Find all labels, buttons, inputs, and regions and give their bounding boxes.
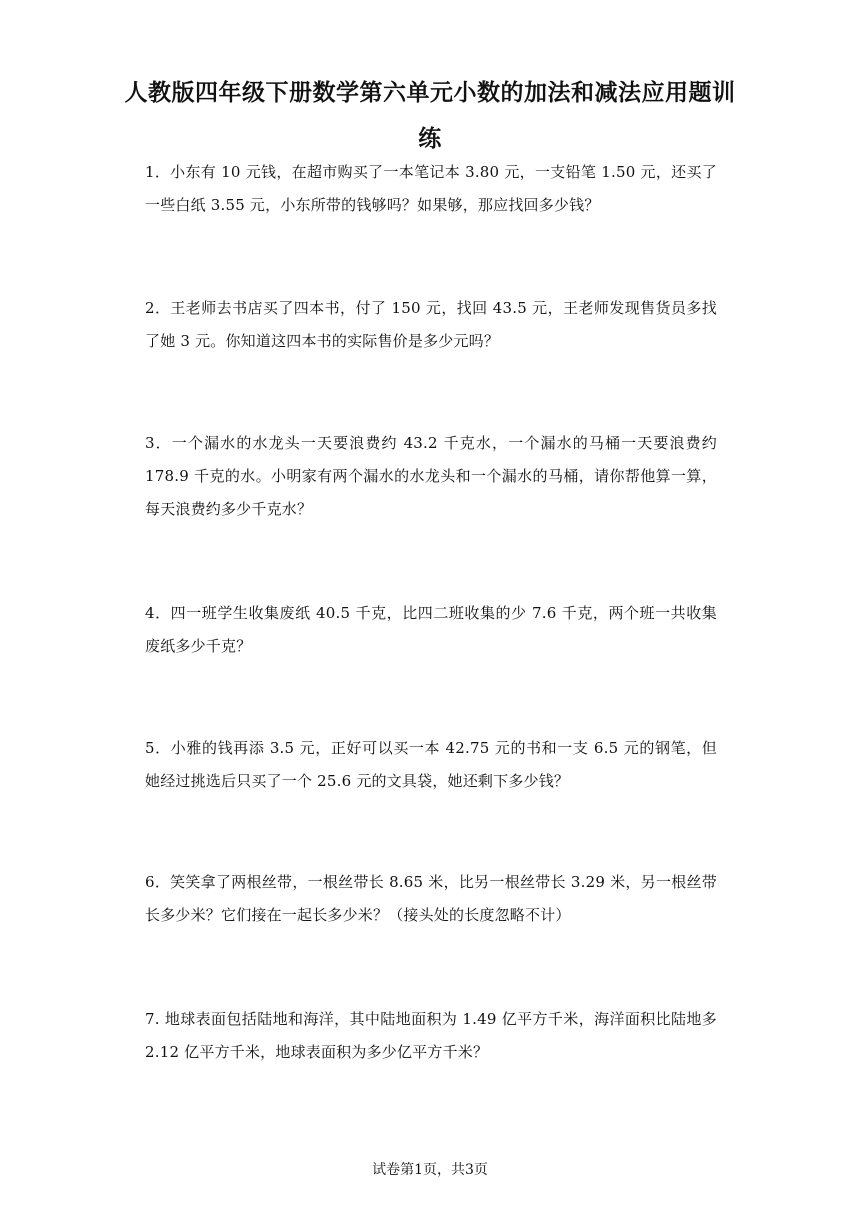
- question-2: 2．王老师去书店买了四本书，付了 150 元，找回 43.5 元，王老师发现售货员多找了她 3 元。你知道这四本书的实际售价是多少元吗？: [145, 299, 717, 350]
- document-title: 人教版四年级下册数学第六单元小数的加法和减法应用题训练: [124, 80, 736, 152]
- question-4: 4．四一班学生收集废纸 40.5 千克，比四二班收集的少 7.6 千克，两个班一共收集废纸多少千克？: [145, 604, 717, 655]
- question-7: 7. 地球表面包括陆地和海洋，其中陆地面积为 1.49 亿平方千米，海洋面积比陆地多 2.12 亿平方千米，地球表面积为多少亿平方千米？: [145, 1010, 717, 1061]
- question-6: 6．笑笑拿了两根丝带，一根丝带长 8.65 米，比另一根丝带长 3.29 米，另一根丝带长多少米？它们接在一起长多少米？（接头处的长度忽略不计）: [145, 873, 717, 924]
- question-3: 3．一个漏水的水龙头一天要浪费约 43.2 千克水，一个漏水的马桶一天要浪费约 178.9 千克的水。小明家有两个漏水的水龙头和一个漏水的马桶，请你帮他算一算，每天浪费约多少千克水？: [145, 434, 717, 518]
- question-1: 1．小东有 10 元钱，在超市购买了一本笔记本 3.80 元，一支铅笔 1.50 元，还买了一些白纸 3.55 元，小东所带的钱够吗？如果够，那应找回多少钱？: [145, 163, 717, 214]
- page-footer: 试卷第1页，共3页: [372, 1162, 488, 1178]
- question-5: 5．小雅的钱再添 3.5 元，正好可以买一本 42.75 元的书和一支 6.5 元的钢笔，但她经过挑选后只买了一个 25.6 元的文具袋，她还剩下多少钱？: [145, 739, 717, 790]
